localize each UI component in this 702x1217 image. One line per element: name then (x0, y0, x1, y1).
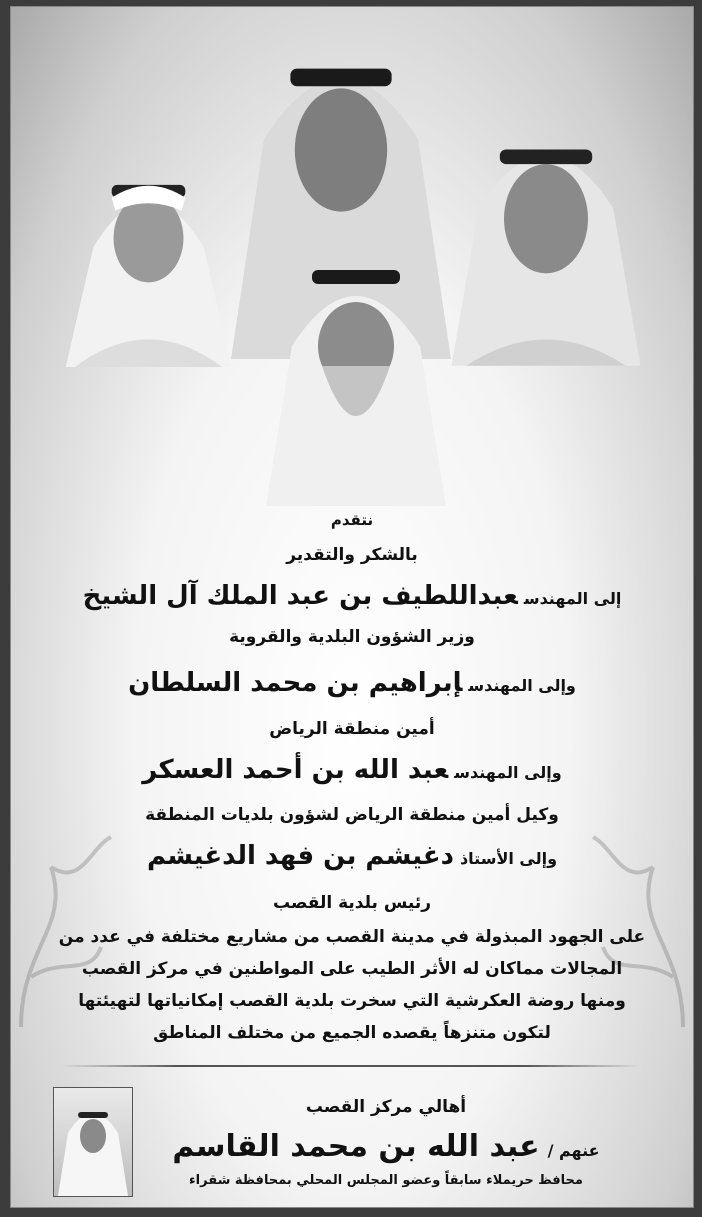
signer-title: محافظ حريملاء سابقاً وعضو المجلس المحلي بمحافظة شقراء (189, 1173, 583, 1188)
recipient-title: وكيل أمين منطقة الرياض لشؤون بلديات المنطقة (145, 805, 559, 825)
recipient-prefix: إلى المهندس (523, 589, 622, 608)
recipient-name: عبداللطيف بن عبد الملك آل الشيخ (82, 581, 518, 611)
recipient-name: عبد الله بن أحمد العسكر (142, 755, 449, 785)
recipient-title: أمين منطقة الرياض (269, 719, 435, 739)
signer-photo (53, 1087, 133, 1197)
intro-line-1: نتقدم (330, 511, 374, 529)
recipient-3 (11, 755, 693, 785)
paragraph-line: ومنها روضة العكرشية التي سخرت بلدية القصب إمكانياتها لتهيئتها (78, 991, 626, 1011)
recipient-name: إبراهيم بن محمد السلطان (128, 668, 463, 698)
recipient-prefix: وإلى المهندس (454, 763, 562, 782)
recipient-title: وزير الشؤون البلدية والقروية (229, 627, 475, 647)
portrait-right (441, 102, 651, 367)
footer-signer-line (141, 1129, 631, 1164)
intro-line-2: بالشكر والتقدير (286, 545, 418, 565)
ad-panel (10, 6, 694, 1208)
footer-from: أهالي مركز القصب (305, 1097, 467, 1117)
paragraph-line: على الجهود المبذولة في مدينة القصب من مشاريع مختلفة في عدد من (58, 927, 646, 947)
recipient-prefix: وإلى المهندس (468, 676, 576, 695)
recipient-2 (11, 668, 693, 698)
paragraph-line: المجالات مماكان له الأثر الطيب على المواطنين في مركز القصب (81, 959, 623, 979)
divider (61, 1065, 641, 1067)
recipient-1 (11, 581, 693, 611)
recipient-prefix: وإلى الأستاذ (459, 849, 558, 868)
portrait-center-bottom (256, 245, 456, 507)
signer-name: عبد الله بن محمد القاسم (172, 1129, 540, 1164)
on-behalf-label: عنهم / (547, 1141, 600, 1160)
portrait-left (56, 137, 241, 367)
recipient-title: رئيس بلدية القصب (272, 893, 431, 913)
recipient-4 (11, 841, 693, 871)
paragraph-line: لتكون متنزهاً يقصده الجميع من مختلف المناطق (153, 1023, 551, 1043)
recipient-name: دغيشم بن فهد الدغيشم (146, 841, 454, 871)
